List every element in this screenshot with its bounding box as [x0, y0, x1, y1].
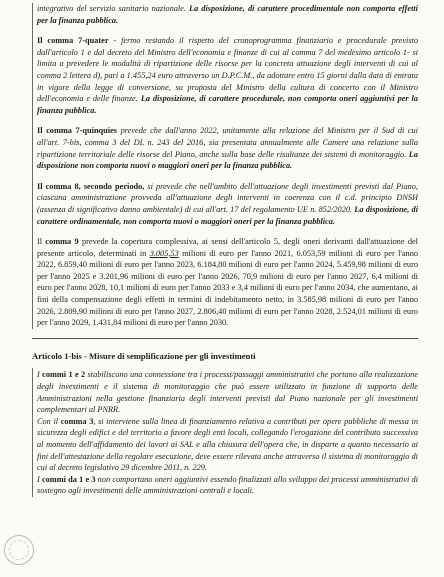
comma-label: Il comma 7-quinquies	[37, 126, 118, 136]
paragraph-comma-7-quater	[37, 35, 418, 116]
document-page	[32, 0, 418, 497]
text-segment: prevede che dall'anno 2022, unitamente alla relazione del Ministro per il Sud di cui all'art. 7-bis, comma 3 del DL n. 243 del 2016, sia presentata annualmente alle Camere una relazione sulla ripartizione territoriale delle risorse del Piano, anche sulla base delle risultanze dei sistemi di monitoraggio.	[37, 126, 418, 159]
comma-label: Il comma 8, secondo periodo,	[37, 181, 145, 191]
text-segment: I	[37, 370, 43, 380]
text-segment: I	[37, 474, 42, 484]
comma-label: comma 9	[45, 237, 79, 247]
bold-statement: La disposizione non comporta nuovi o maggiori oneri per la finanza pubblica.	[37, 149, 418, 171]
bold-statement: La disposizione, di carattere ordinamentale, non comporta nuovi o maggiori oneri per la finanza pubblica.	[37, 204, 418, 226]
paragraph-comma-3	[37, 416, 418, 474]
official-stamp-icon	[4, 535, 34, 565]
article-heading: Articolo 1-bis - Misure di semplificazione per gli investimenti	[32, 350, 256, 361]
paragraph-commi-1-2	[37, 369, 418, 415]
text-segment: milioni di euro per l'anno 2021, 6.053,59 milioni di euro per l'anno 2022, 6.859,40 milioni di euro per l'anno 2023, 6.184,80 milioni di euro per l'anno 2024, 5.459,98 milioni di euro per l'anno 2025 e 3.201,96 milioni di euro per l'anno 2026, 70,9 milioni di euro per l'anno 2027, 6,4 milioni di euro per l'anno 2028, 10,1 milioni di euro per l'anno 2033 e 3,4 milioni di euro per l'anno 2034, che aumentano, ai fini della compensazione degli effetti in termini di indebitamento netto, in 3.585,98 milioni di euro per l'anno 2026, 2.809,90 milioni di euro per l'anno 2027, 2.806,40 milioni di euro per l'anno 2028, 2.524,01 milioni di euro per l'anno 2029, 1.431,84 milioni di euro per l'anno 2030.	[37, 248, 418, 328]
text-segment: Il	[37, 237, 46, 247]
comma-label: comma 3	[60, 416, 94, 426]
paragraph-comma-7-quinquies	[37, 125, 418, 171]
bold-statement: La disposizione, di carattere procedurale, non comporta oneri aggiuntivi per la finanza pubblica.	[37, 94, 418, 115]
text-segment: non comportano oneri aggiuntivi essendo finalizzati allo sviluppo dei processi amministrativi di sostegno agli investimenti delle amministrazioni centrali e locali.	[37, 474, 418, 496]
comma-label: Il comma 7-quater	[37, 36, 109, 46]
section-divider	[32, 338, 418, 339]
annotated-block-2	[32, 368, 418, 497]
text-segment: , si interviene sulla linea di finanziamento relativa a contributi per opere pubbliche di messa in sicurezza degli edifici e del territorio a favore degli enti locali, collegando l'erogazione del contributo successiva al momento dell'affidamento dei lavori ai SAL e alla chiusura dell'opera che, in disparte a quanto necessario ai fini dell'attestazione della regolare esecuzione, deve essere rilevata anche attraverso il sistema di monitoraggio di cui al decreto legislativo 29 dicembre 2011, n. 229.	[37, 416, 418, 473]
paragraph-commi-1-3	[37, 474, 418, 497]
paragraph-comma-7-ter-end	[37, 3, 418, 26]
text-segment: si prevede che nell'ambito dell'attuazione degli investimenti previsti dal Piano, ciascuna amministrazione provveda all'attuazione degli interventi in coerenza con il c.d. principio DNSH (assenza di significativo danno ambientale) di cui all'art. 17 del regolamento UE n. 852/2020.	[37, 181, 418, 214]
text-segment: stabiliscono una connessione tra i processi/passaggi amministrativi che portano alla realizzazione degli investimenti e il sistema di monitoraggio che può essere utilizzato in funzione di supporto delle Amministrazioni nella gestione finanziaria degli interventi previsti dal Piano nazionale per gli investimenti complementari al PNRR.	[37, 370, 418, 415]
paragraph-comma-8	[37, 181, 418, 227]
text-segment: - fermo restando il rispetto del cronoprogramma finanziario e procedurale previsto dall'articolo 1 e dal decreto del Ministro dell'economia e finanze di cui al comma 7 del medesimo articolo 1- si limita a prevedere le modalità di ripartizione delle risorse per la concreta attuazione degli interventi di cui al comma 2 lettera d), pari a 1.455,24 euro attraverso un D.P.C.M., da adottare entro 15 giorni dalla data di entrata in vigore della legge di conversione, su proposta del Ministro della cultura di concerto con il Ministro dell'economia e delle finanze.	[37, 36, 418, 104]
annotated-block-1	[32, 3, 418, 329]
text-segment: integrativo del servizio sanitario nazionale.	[37, 4, 190, 13]
comma-label: commi da 1 e 3	[41, 474, 96, 484]
bold-statement: La disposizione, di carattere procedimentale non comporta effetti per la finanza pubblica.	[37, 4, 418, 25]
text-segment: prevede la copertura complessiva, ai sensi dell'articolo 5, degli oneri derivanti dall'attuazione del presente articolo, determinati in	[37, 237, 418, 258]
comma-label: commi 1 e 2	[42, 370, 86, 380]
amount-value: 3.005,53	[149, 248, 179, 258]
text-segment: Con il	[37, 416, 61, 426]
paragraph-comma-9	[37, 236, 418, 329]
